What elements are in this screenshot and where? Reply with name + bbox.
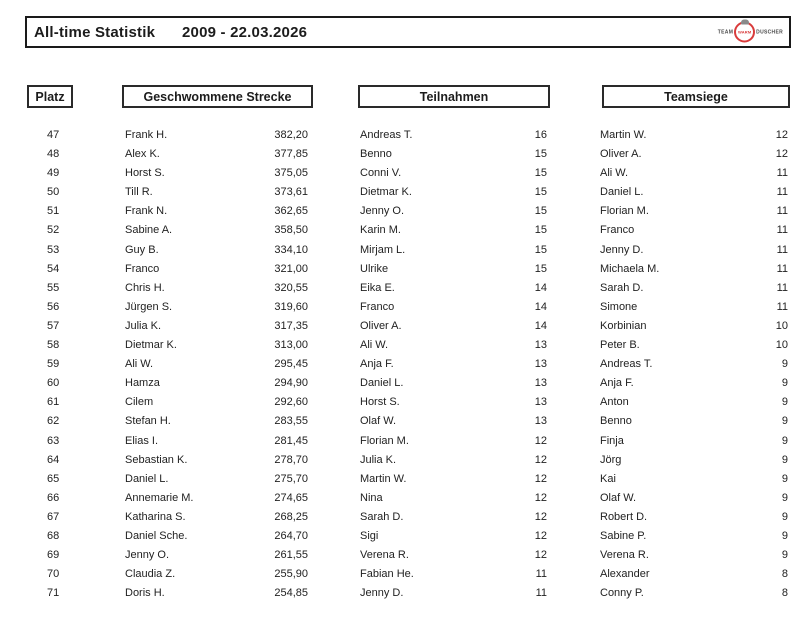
strecke-value-cell: 294,90 bbox=[274, 377, 308, 390]
teilnahmen-name-cell: Conni V. bbox=[360, 167, 402, 180]
teamsiege-name-cell: Jenny D. bbox=[600, 243, 644, 256]
column-header-geschwommene-strecke: Geschwommene Strecke bbox=[122, 85, 313, 108]
teamsiege-value-cell: 8 bbox=[781, 568, 788, 581]
teilnahmen-name-cell: Andreas T. bbox=[360, 129, 413, 141]
strecke-name-cell: Daniel Sche. bbox=[125, 529, 188, 542]
teamsiege-value-cell: 11 bbox=[776, 167, 788, 180]
teilnahmen-value-cell: 14 bbox=[534, 319, 547, 332]
teilnahmen-name-cell: Sarah D. bbox=[360, 510, 404, 523]
teilnahmen-value-cell: 11 bbox=[535, 587, 547, 600]
teilnahmen-value-cell: 12 bbox=[534, 472, 547, 485]
table-row bbox=[0, 432, 812, 451]
teilnahmen-value-cell: 15 bbox=[534, 243, 547, 256]
rank-cell: 57 bbox=[47, 319, 60, 332]
strecke-value-cell: 255,90 bbox=[274, 568, 308, 581]
logo-text-duscher: DUSCHER bbox=[756, 29, 783, 35]
teamsiege-value-cell: 10 bbox=[775, 339, 788, 352]
strecke-value-cell: 321,00 bbox=[274, 262, 308, 275]
teamsiege-value-cell: 11 bbox=[776, 243, 788, 256]
teamsiege-value-cell: 10 bbox=[775, 319, 788, 332]
strecke-value-cell: 375,05 bbox=[274, 167, 308, 180]
teamsiege-name-cell: Verena R. bbox=[600, 549, 649, 562]
strecke-value-cell: 317,35 bbox=[274, 319, 308, 332]
strecke-name-cell: Doris H. bbox=[125, 587, 165, 600]
teamsiege-value-cell: 9 bbox=[781, 358, 788, 371]
teilnahmen-value-cell: 14 bbox=[534, 281, 547, 294]
strecke-value-cell: 358,50 bbox=[274, 224, 308, 237]
table-row bbox=[0, 126, 812, 145]
strecke-name-cell: Frank H. bbox=[125, 129, 168, 141]
teamsiege-value-cell: 9 bbox=[781, 491, 788, 504]
teilnahmen-value-cell: 15 bbox=[534, 262, 547, 275]
rank-cell: 54 bbox=[47, 262, 60, 275]
teamsiege-name-cell: Anton bbox=[600, 396, 629, 409]
strecke-value-cell: 278,70 bbox=[274, 453, 308, 466]
teamsiege-value-cell: 9 bbox=[781, 472, 788, 485]
rank-cell: 61 bbox=[47, 396, 60, 409]
teilnahmen-name-cell: Ali W. bbox=[360, 339, 389, 352]
teamsiege-value-cell: 12 bbox=[775, 148, 788, 161]
strecke-value-cell: 382,20 bbox=[274, 129, 308, 141]
teamsiege-value-cell: 11 bbox=[776, 205, 788, 218]
teilnahmen-name-cell: Oliver A. bbox=[360, 319, 402, 332]
rank-cell: 53 bbox=[47, 243, 60, 256]
teilnahmen-value-cell: 12 bbox=[534, 453, 547, 466]
teilnahmen-value-cell: 12 bbox=[534, 434, 547, 447]
teilnahmen-name-cell: Franco bbox=[360, 300, 395, 313]
strecke-name-cell: Sabine A. bbox=[125, 224, 173, 237]
strecke-name-cell: Daniel L. bbox=[125, 472, 169, 485]
teamsiege-name-cell: Alexander bbox=[600, 568, 650, 581]
teilnahmen-value-cell: 16 bbox=[534, 129, 547, 141]
strecke-value-cell: 334,10 bbox=[274, 243, 308, 256]
table-row bbox=[0, 336, 812, 355]
rank-cell: 55 bbox=[47, 281, 60, 294]
strecke-value-cell: 295,45 bbox=[274, 358, 308, 371]
teilnahmen-value-cell: 14 bbox=[534, 300, 547, 313]
rank-cell: 59 bbox=[47, 358, 60, 371]
teamsiege-name-cell: Peter B. bbox=[600, 339, 640, 352]
teamsiege-name-cell: Benno bbox=[600, 415, 632, 428]
shower-icon bbox=[741, 20, 749, 25]
strecke-name-cell: Claudia Z. bbox=[125, 568, 176, 581]
column-header-teilnahmen: Teilnahmen bbox=[358, 85, 550, 108]
strecke-value-cell: 283,55 bbox=[274, 415, 308, 428]
teamsiege-value-cell: 9 bbox=[781, 377, 788, 390]
teilnahmen-value-cell: 13 bbox=[534, 339, 547, 352]
teamsiege-name-cell: Oliver A. bbox=[600, 148, 642, 161]
strecke-value-cell: 254,85 bbox=[274, 587, 308, 600]
teilnahmen-name-cell: Mirjam L. bbox=[360, 243, 406, 256]
team-warmduscher-logo bbox=[718, 22, 783, 43]
rank-cell: 49 bbox=[47, 167, 60, 180]
strecke-name-cell: Alex K. bbox=[125, 148, 160, 161]
teilnahmen-name-cell: Daniel L. bbox=[360, 377, 404, 390]
logo-text-team: TEAM bbox=[717, 29, 734, 35]
rank-cell: 68 bbox=[47, 529, 60, 542]
strecke-name-cell: Elias I. bbox=[125, 434, 159, 447]
strecke-name-cell: Julia K. bbox=[125, 319, 162, 332]
table-row bbox=[0, 508, 812, 527]
teilnahmen-value-cell: 13 bbox=[534, 377, 547, 390]
strecke-value-cell: 319,60 bbox=[274, 300, 308, 313]
table-row bbox=[0, 374, 812, 393]
teilnahmen-name-cell: Julia K. bbox=[360, 453, 397, 466]
teilnahmen-value-cell: 13 bbox=[534, 396, 547, 409]
teamsiege-value-cell: 9 bbox=[781, 510, 788, 523]
table-row bbox=[0, 145, 812, 164]
teilnahmen-value-cell: 13 bbox=[534, 358, 547, 371]
strecke-name-cell: Horst S. bbox=[125, 167, 165, 180]
teamsiege-name-cell: Ali W. bbox=[600, 167, 629, 180]
page-title: All-time Statistik bbox=[34, 23, 156, 41]
rank-cell: 50 bbox=[47, 186, 60, 199]
table-row bbox=[0, 584, 812, 603]
header-bar bbox=[25, 16, 791, 48]
strecke-value-cell: 292,60 bbox=[274, 396, 308, 409]
rank-cell: 60 bbox=[47, 377, 60, 390]
teilnahmen-value-cell: 15 bbox=[534, 148, 547, 161]
teilnahmen-value-cell: 12 bbox=[534, 510, 547, 523]
strecke-name-cell: Katharina S. bbox=[125, 510, 186, 523]
teamsiege-value-cell: 9 bbox=[781, 396, 788, 409]
strecke-value-cell: 313,00 bbox=[274, 339, 308, 352]
rank-cell: 58 bbox=[47, 339, 60, 352]
teamsiege-name-cell: Franco bbox=[600, 224, 635, 237]
teamsiege-name-cell: Simone bbox=[600, 300, 638, 313]
column-header-platz: Platz bbox=[27, 85, 73, 108]
teamsiege-name-cell: Korbinian bbox=[600, 319, 647, 332]
teamsiege-value-cell: 9 bbox=[781, 549, 788, 562]
teilnahmen-name-cell: Karin M. bbox=[360, 224, 401, 237]
rank-cell: 66 bbox=[47, 491, 60, 504]
table-row bbox=[0, 279, 812, 298]
rank-cell: 71 bbox=[47, 587, 60, 600]
strecke-name-cell: Frank N. bbox=[125, 205, 168, 218]
teamsiege-name-cell: Robert D. bbox=[600, 510, 648, 523]
rank-cell: 52 bbox=[47, 224, 60, 237]
teamsiege-value-cell: 11 bbox=[776, 281, 788, 294]
teamsiege-value-cell: 9 bbox=[781, 415, 788, 428]
teilnahmen-value-cell: 11 bbox=[535, 568, 547, 581]
strecke-value-cell: 268,25 bbox=[274, 510, 308, 523]
table-row bbox=[0, 546, 812, 565]
table-row bbox=[0, 317, 812, 336]
teilnahmen-name-cell: Ulrike bbox=[360, 262, 389, 275]
teamsiege-name-cell: Michaela M. bbox=[600, 262, 660, 275]
teamsiege-name-cell: Martin W. bbox=[600, 129, 647, 141]
teamsiege-value-cell: 12 bbox=[775, 129, 788, 141]
teamsiege-value-cell: 9 bbox=[781, 529, 788, 542]
teilnahmen-name-cell: Jenny O. bbox=[360, 205, 405, 218]
teamsiege-value-cell: 11 bbox=[776, 224, 788, 237]
table-row bbox=[0, 451, 812, 470]
strecke-value-cell: 274,65 bbox=[274, 491, 308, 504]
teilnahmen-value-cell: 13 bbox=[534, 415, 547, 428]
strecke-name-cell: Cilem bbox=[125, 396, 154, 409]
teilnahmen-value-cell: 12 bbox=[534, 491, 547, 504]
teilnahmen-value-cell: 12 bbox=[534, 529, 547, 542]
strecke-value-cell: 281,45 bbox=[274, 434, 308, 447]
teamsiege-value-cell: 9 bbox=[781, 434, 788, 447]
teilnahmen-name-cell: Nina bbox=[360, 491, 383, 504]
table-row bbox=[0, 298, 812, 317]
teilnahmen-name-cell: Jenny D. bbox=[360, 587, 404, 600]
table-row bbox=[0, 412, 812, 431]
table-row bbox=[0, 565, 812, 584]
strecke-name-cell: Hamza bbox=[125, 377, 160, 390]
teilnahmen-name-cell: Olaf W. bbox=[360, 415, 397, 428]
strecke-name-cell: Dietmar K. bbox=[125, 339, 177, 352]
teilnahmen-value-cell: 15 bbox=[534, 224, 547, 237]
teilnahmen-name-cell: Fabian He. bbox=[360, 568, 414, 581]
strecke-name-cell: Till R. bbox=[125, 186, 153, 199]
teamsiege-name-cell: Conny P. bbox=[600, 587, 644, 600]
strecke-name-cell: Stefan H. bbox=[125, 415, 171, 428]
rank-cell: 51 bbox=[47, 205, 60, 218]
date-range: 2009 - 22.03.2026 bbox=[182, 23, 308, 41]
logo-circle bbox=[734, 22, 755, 43]
table-row bbox=[0, 527, 812, 546]
teamsiege-name-cell: Anja F. bbox=[600, 377, 634, 390]
teamsiege-name-cell: Sarah D. bbox=[600, 281, 644, 294]
teamsiege-name-cell: Daniel L. bbox=[600, 186, 644, 199]
table-row bbox=[0, 393, 812, 412]
strecke-name-cell: Sebastian K. bbox=[125, 453, 188, 466]
strecke-value-cell: 275,70 bbox=[274, 472, 308, 485]
strecke-name-cell: Franco bbox=[125, 262, 160, 275]
teilnahmen-value-cell: 12 bbox=[534, 549, 547, 562]
teamsiege-name-cell: Sabine P. bbox=[600, 529, 647, 542]
strecke-name-cell: Ali W. bbox=[125, 358, 154, 371]
rank-cell: 70 bbox=[47, 568, 60, 581]
strecke-value-cell: 264,70 bbox=[274, 529, 308, 542]
rank-cell: 67 bbox=[47, 510, 60, 523]
teilnahmen-name-cell: Eika E. bbox=[360, 281, 395, 294]
table-row bbox=[0, 260, 812, 279]
strecke-value-cell: 377,85 bbox=[274, 148, 308, 161]
rank-cell: 64 bbox=[47, 453, 60, 466]
rank-cell: 62 bbox=[47, 415, 60, 428]
strecke-name-cell: Annemarie M. bbox=[125, 491, 194, 504]
table-row bbox=[0, 221, 812, 240]
logo-text-warm: WARM bbox=[737, 29, 752, 35]
strecke-value-cell: 261,55 bbox=[274, 549, 308, 562]
rank-cell: 69 bbox=[47, 549, 60, 562]
rank-cell: 56 bbox=[47, 300, 60, 313]
teamsiege-value-cell: 8 bbox=[781, 587, 788, 600]
rank-cell: 63 bbox=[47, 434, 60, 447]
teilnahmen-value-cell: 15 bbox=[534, 205, 547, 218]
table-row bbox=[0, 470, 812, 489]
table-row bbox=[0, 183, 812, 202]
teamsiege-value-cell: 9 bbox=[781, 453, 788, 466]
rank-cell: 48 bbox=[47, 148, 60, 161]
strecke-name-cell: Jenny O. bbox=[125, 549, 170, 562]
teilnahmen-name-cell: Benno bbox=[360, 148, 392, 161]
rank-cell: 65 bbox=[47, 472, 60, 485]
teamsiege-name-cell: Jörg bbox=[600, 453, 622, 466]
teilnahmen-name-cell: Verena R. bbox=[360, 549, 409, 562]
teilnahmen-value-cell: 15 bbox=[534, 167, 547, 180]
column-header-teamsiege: Teamsiege bbox=[602, 85, 790, 108]
table-row bbox=[0, 202, 812, 221]
teilnahmen-value-cell: 15 bbox=[534, 186, 547, 199]
strecke-name-cell: Guy B. bbox=[125, 243, 159, 256]
rank-cell: 47 bbox=[47, 129, 60, 141]
teilnahmen-name-cell: Florian M. bbox=[360, 434, 409, 447]
strecke-name-cell: Jürgen S. bbox=[125, 300, 173, 313]
teamsiege-name-cell: Florian M. bbox=[600, 205, 649, 218]
teilnahmen-name-cell: Sigi bbox=[360, 529, 379, 542]
teilnahmen-name-cell: Dietmar K. bbox=[360, 186, 412, 199]
table-row bbox=[0, 489, 812, 508]
teamsiege-value-cell: 11 bbox=[776, 300, 788, 313]
table-row bbox=[0, 164, 812, 183]
teilnahmen-name-cell: Horst S. bbox=[360, 396, 400, 409]
teamsiege-name-cell: Olaf W. bbox=[600, 491, 637, 504]
teilnahmen-name-cell: Anja F. bbox=[360, 358, 394, 371]
teamsiege-name-cell: Finja bbox=[600, 434, 624, 447]
strecke-value-cell: 362,65 bbox=[274, 205, 308, 218]
table-row bbox=[0, 241, 812, 260]
table-row bbox=[0, 355, 812, 374]
teamsiege-name-cell: Kai bbox=[600, 472, 616, 485]
teilnahmen-name-cell: Martin W. bbox=[360, 472, 407, 485]
teamsiege-value-cell: 11 bbox=[776, 186, 788, 199]
strecke-value-cell: 373,61 bbox=[274, 186, 308, 199]
strecke-value-cell: 320,55 bbox=[274, 281, 308, 294]
strecke-name-cell: Chris H. bbox=[125, 281, 165, 294]
teamsiege-name-cell: Andreas T. bbox=[600, 358, 653, 371]
statistics-table bbox=[0, 126, 812, 603]
teamsiege-value-cell: 11 bbox=[776, 262, 788, 275]
